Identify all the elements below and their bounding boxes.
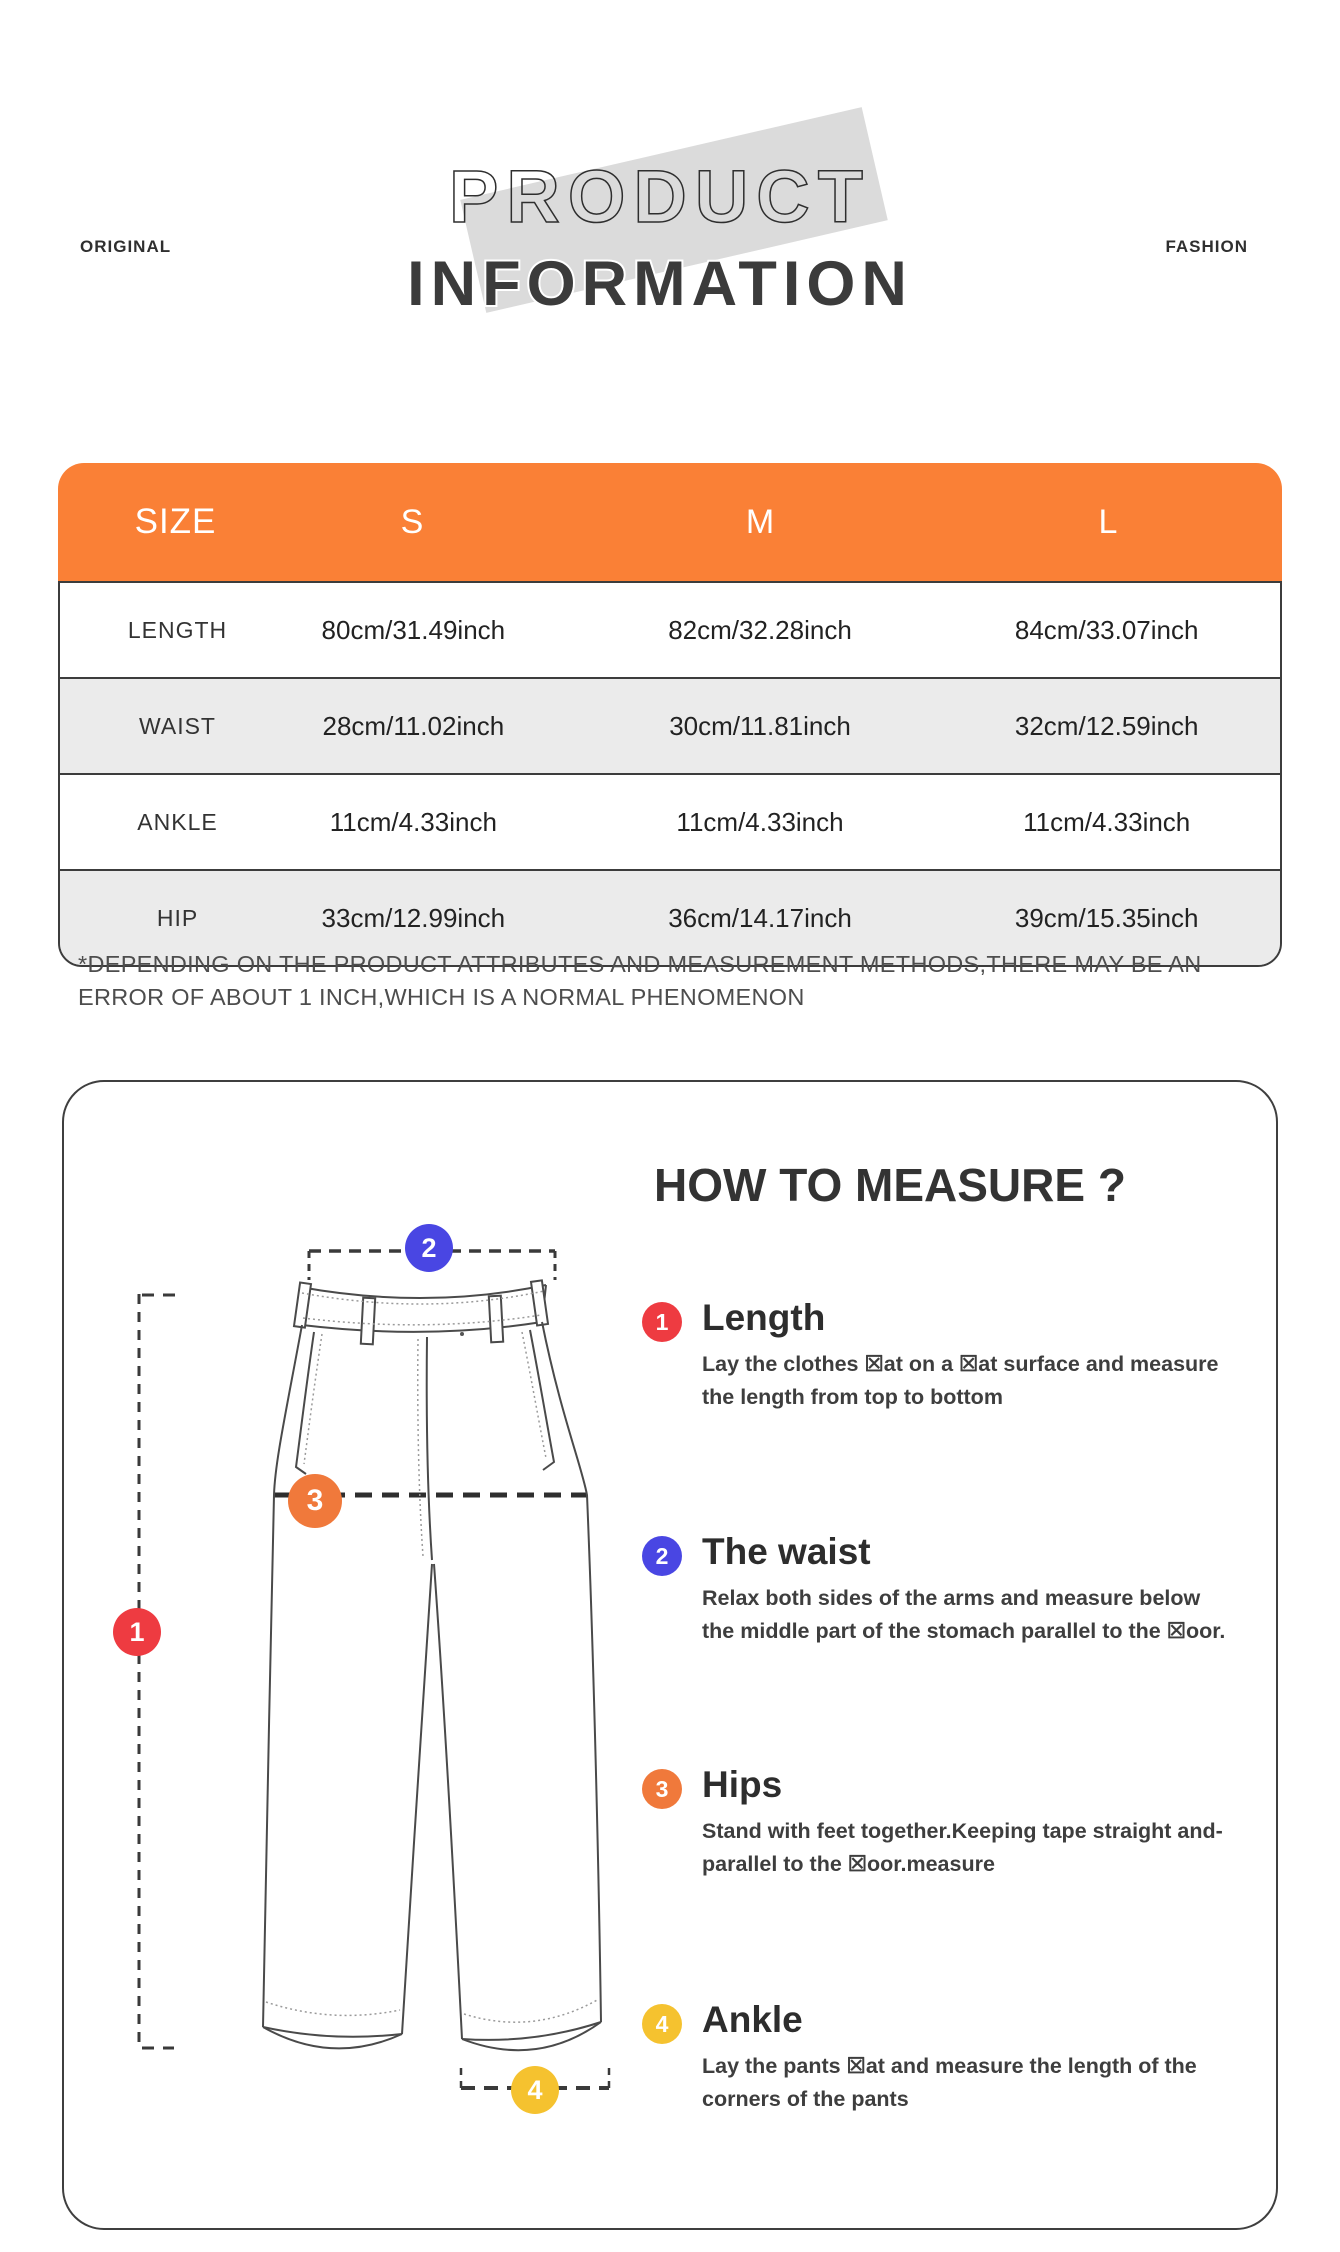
cell-value: 82cm/32.28inch — [668, 614, 852, 645]
cell-value: 33cm/12.99inch — [321, 902, 506, 933]
row-label: HIP — [156, 904, 199, 931]
diagram-badge-hips: 3 — [288, 1474, 342, 1528]
section-badge-hips: 3 — [642, 1769, 682, 1809]
page-title-line1: PRODUCT — [449, 155, 871, 238]
section-length — [642, 1298, 1237, 1414]
section-title: Ankle — [702, 1999, 803, 2040]
size-table-header-size: SIZE — [134, 502, 217, 541]
section-body: Relax both sides of the arms and measure below the middle part of the stomach parallel to the ☒oor. — [702, 1585, 1226, 1643]
cell-value: 32cm/12.59inch — [1014, 710, 1199, 741]
cell-value: 11cm/4.33inch — [676, 806, 844, 837]
diagram-badge-length: 1 — [113, 1608, 161, 1656]
table-row-ankle — [60, 773, 1280, 869]
section-body: Lay the pants ☒at and measure the length of the corners of the pants — [702, 2053, 1197, 2111]
section-waist — [642, 1532, 1237, 1648]
cell-value: 28cm/11.02inch — [322, 710, 505, 741]
section-title: The waist — [702, 1531, 871, 1572]
section-hips — [642, 1765, 1237, 1881]
row-label: LENGTH — [127, 616, 228, 643]
row-label: ANKLE — [137, 808, 218, 835]
cell-value: 30cm/11.81inch — [669, 710, 851, 741]
how-to-measure-card — [62, 1080, 1278, 2230]
section-body: Lay the clothes ☒at on a ☒at surface and measure the length from top to bottom — [702, 1351, 1219, 1409]
table-row-length — [60, 583, 1280, 677]
section-body: Stand with feet together.Keeping tape straight and-parallel to the ☒oor.measure — [702, 1818, 1223, 1876]
table-row-waist — [60, 677, 1280, 773]
brand-label-fashion: FASHION — [1165, 237, 1248, 256]
size-table-header — [58, 463, 1282, 581]
size-table-body — [58, 581, 1282, 967]
section-title: Length — [702, 1297, 826, 1338]
page-title-line2: INFORMATION — [407, 249, 913, 319]
cell-value: 39cm/15.35inch — [1014, 902, 1199, 933]
cell-value: 36cm/14.17inch — [668, 902, 852, 933]
section-ankle — [642, 2000, 1237, 2116]
cell-value: 84cm/33.07inch — [1014, 614, 1199, 645]
length-measure-line — [139, 1294, 182, 2048]
page-title — [305, 100, 1015, 325]
cell-value: 11cm/4.33inch — [1023, 806, 1191, 837]
section-badge-ankle: 4 — [642, 2004, 682, 2044]
diagram-badge-waist: 2 — [405, 1224, 453, 1272]
pants-outline — [263, 1280, 601, 2050]
measurement-disclaimer: *DEPENDING ON THE PRODUCT ATTRIBUTES AND MEASUREMENT METHODS,THERE MAY BE AN ERROR OF ABOUT 1 INCH,WHICH IS A NORMAL PHENOMENON — [78, 951, 1202, 1010]
size-table — [58, 463, 1282, 967]
section-badge-waist: 2 — [642, 1536, 682, 1576]
size-table-header-m: M — [745, 502, 775, 541]
diagram-badge-ankle: 4 — [511, 2066, 559, 2114]
pants-measurement-diagram — [82, 1182, 642, 2182]
pants-diagram-svg — [82, 1182, 642, 2182]
brand-label-original: ORIGINAL — [80, 237, 172, 256]
size-table-header-s: S — [400, 502, 424, 541]
row-label: WAIST — [139, 712, 216, 739]
how-to-measure-heading: HOW TO MEASURE ? — [654, 1159, 1126, 1211]
section-title: Hips — [702, 1764, 783, 1805]
pants-stitching — [266, 1291, 599, 2022]
section-badge-length: 1 — [642, 1302, 682, 1342]
cell-value: 80cm/31.49inch — [321, 614, 506, 645]
size-table-header-l: L — [1098, 502, 1118, 541]
cell-value: 11cm/4.33inch — [329, 806, 497, 837]
